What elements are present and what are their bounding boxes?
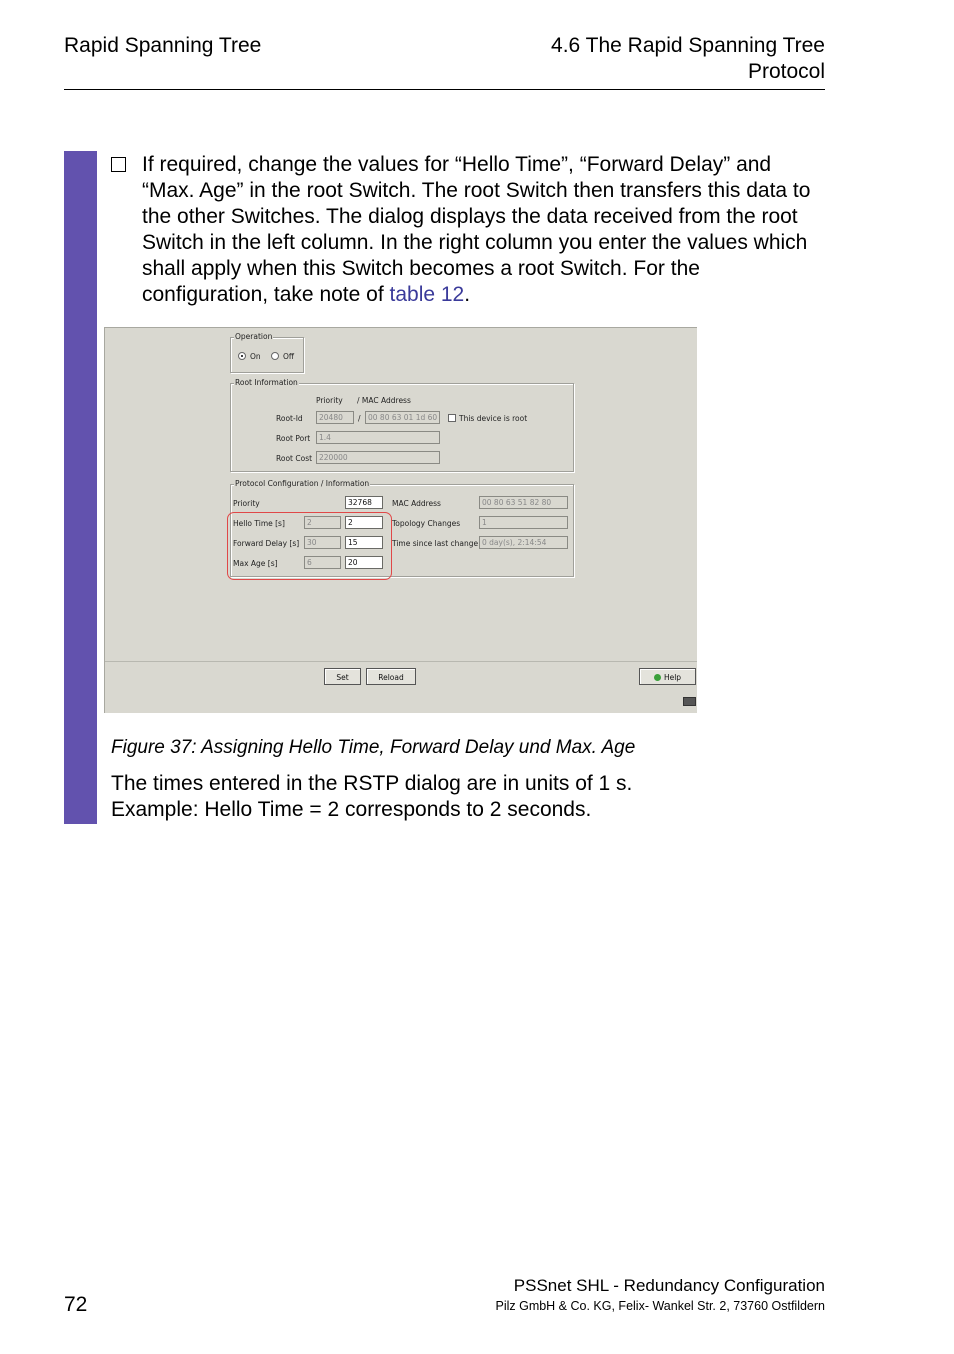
root-information-title: Root Information: [235, 378, 298, 387]
hello-time-root-field: 2: [304, 516, 341, 529]
help-icon: [654, 674, 661, 681]
root-id-mac-field: 00 80 63 01 1d 60: [365, 411, 440, 424]
step-item: [111, 152, 826, 308]
header-section-line1: 4.6 The Rapid Spanning Tree: [551, 34, 825, 57]
operation-group-title: Operation: [235, 332, 273, 341]
hello-time-input[interactable]: 2: [345, 516, 383, 529]
root-cost-field: 220000: [316, 451, 440, 464]
page-number: 72: [64, 1293, 88, 1316]
body-line-2: Example: Hello Time = 2 corresponds to 2 seconds.: [111, 798, 592, 821]
priority-input[interactable]: 32768: [345, 496, 383, 509]
operation-off-label: Off: [283, 352, 295, 361]
max-age-label: Max Age [s]: [233, 559, 278, 568]
header-section: [425, 33, 825, 85]
header-rule: [64, 89, 825, 90]
help-button-label: Help: [663, 673, 682, 682]
hello-time-label: Hello Time [s]: [233, 519, 285, 528]
set-button[interactable]: Set: [324, 668, 361, 685]
status-lock-icon: [683, 697, 696, 706]
time-since-change-label: Time since last change: [392, 539, 479, 548]
root-id-slash: /: [358, 414, 361, 423]
root-id-priority-field: 20480: [316, 411, 354, 424]
max-age-input[interactable]: 20: [345, 556, 383, 569]
forward-delay-label: Forward Delay [s]: [233, 539, 300, 548]
footer-address: Pilz GmbH & Co. KG, Felix- Wankel Str. 2, 73760 Ostfildern: [495, 1299, 825, 1313]
reload-button[interactable]: Reload: [366, 668, 416, 685]
mac-column-header: / MAC Address: [357, 396, 411, 405]
priority-label: Priority: [233, 499, 260, 508]
operation-on-radio[interactable]: [238, 352, 246, 360]
operation-off-radio[interactable]: [271, 352, 279, 360]
protocol-configuration-title: Protocol Configuration / Information: [235, 479, 370, 488]
topology-changes-field: 1: [479, 516, 568, 529]
root-port-label: Root Port: [276, 434, 311, 443]
checkbox-icon: [111, 157, 126, 172]
procedure-sidebar: [64, 151, 97, 824]
max-age-root-field: 6: [304, 556, 341, 569]
footer-title: PSSnet SHL - Redundancy Configuration: [513, 1276, 825, 1295]
body-line-1: The times entered in the RSTP dialog are in units of 1 s.: [111, 772, 633, 795]
this-device-root-label: This device is root: [459, 414, 528, 423]
help-button[interactable]: [639, 668, 696, 685]
root-port-field: 1.4: [316, 431, 440, 444]
this-device-root-checkbox[interactable]: [448, 414, 456, 422]
operation-on-label: On: [250, 352, 261, 361]
root-id-label: Root-Id: [276, 414, 303, 423]
priority-column-header: Priority: [316, 396, 343, 405]
time-since-change-field: 0 day(s), 2:14:54: [479, 536, 568, 549]
table-link[interactable]: table 12: [389, 283, 465, 306]
root-cost-label: Root Cost: [276, 454, 313, 463]
header-chapter: Rapid Spanning Tree: [64, 34, 262, 57]
header-section-line2: Protocol: [747, 60, 825, 83]
body-text: [111, 771, 826, 823]
forward-delay-input[interactable]: 15: [345, 536, 383, 549]
topology-changes-label: Topology Changes: [392, 519, 461, 528]
mac-address-field: 00 80 63 51 82 80: [479, 496, 568, 509]
step-text: If required, change the values for “Hello Time”, “Forward Delay” and “Max. Age” in the root Switch. The root Switch then transfers this data to the other Switches. The dialog displays the data received from the root Switch in the left column. In the right column you enter the values which shall apply when this Switch becomes a root Switch. For the configuration, take note of table 12.: [142, 153, 811, 306]
highlight-ellipse: [227, 512, 392, 580]
rstp-dialog-screenshot: [104, 327, 697, 713]
mac-address-label: MAC Address: [392, 499, 441, 508]
figure-caption: Figure 37: Assigning Hello Time, Forward Delay und Max. Age: [111, 737, 636, 758]
forward-delay-root-field: 30: [304, 536, 341, 549]
